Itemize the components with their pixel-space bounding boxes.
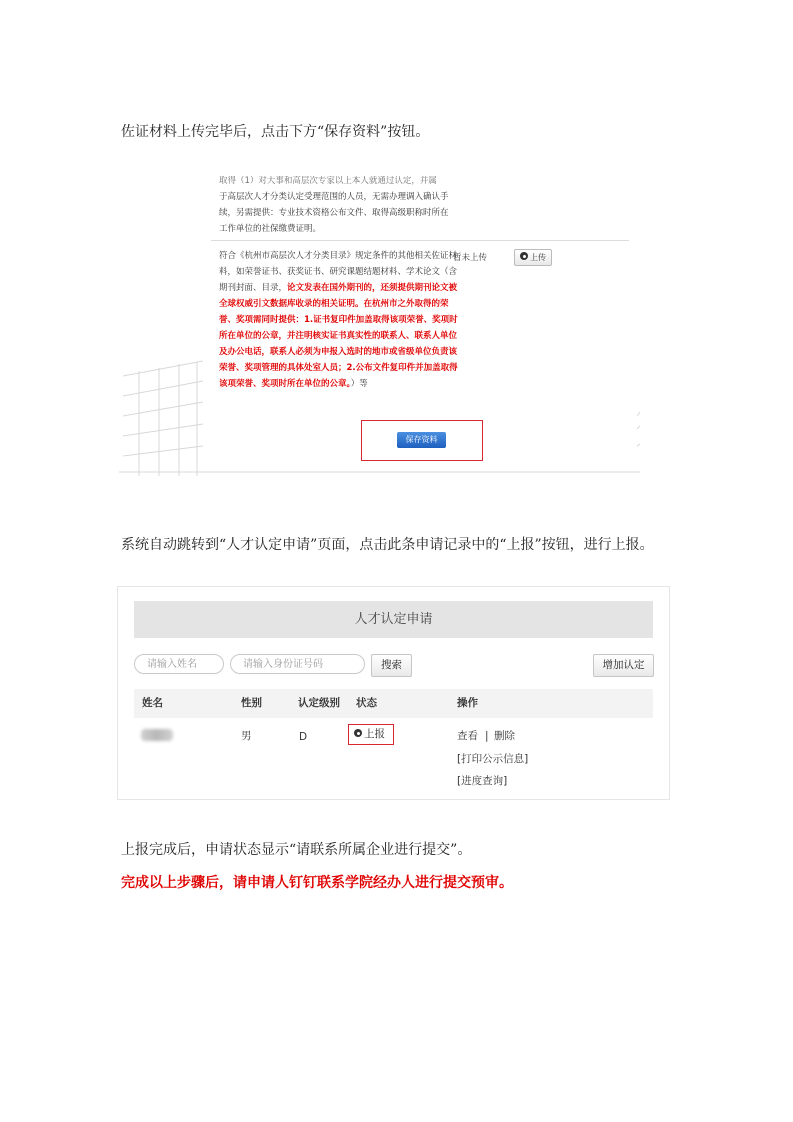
column-header-level: 认定级别 <box>298 697 340 709</box>
page-title: 人才认定申请 <box>134 601 653 638</box>
table-header <box>134 689 653 718</box>
redacted-name <box>141 729 173 741</box>
save-materials-screenshot <box>119 176 640 478</box>
id-number-search-input[interactable]: 请输入身份证号码 <box>230 654 365 674</box>
name-search-input[interactable]: 请输入姓名 <box>134 654 224 674</box>
level-cell: D <box>299 731 308 743</box>
report-icon <box>354 729 362 737</box>
column-header-actions: 操作 <box>457 697 478 709</box>
save-materials-button[interactable]: 保存资料 <box>397 432 446 448</box>
instruction-paragraph-3: 上报完成后，申请状态显示“请联系所属企业进行提交”。 <box>121 842 472 858</box>
requirement-normal-text: 符合《杭州市高层次人才分类目录》规定条件的其他相关佐证材料，如荣誉证书、获奖证书、研究课题结题材料、学术论文（含期刊封面、目录， <box>219 251 458 293</box>
requirement-red-text: 论文发表在国外期刊的，还须提供期刊论文被全球权威引文数据库收录的相关证明。在杭州市之外取得的荣誉、奖项需同时提供：1.证书复印件加盖取得该项荣誉、奖项时所在单位的公章，并注明核实证书真实性的联系人、联系人单位及办公电话，联系人必须为申报入选时的地市或省级单位负责该荣誉、奖项管理的具体处室人员；2.公布文件复印件并加盖取得该项荣誉、奖项时所在单位的公章。 <box>219 283 458 389</box>
requirement-normal-text-end: ）等 <box>350 379 368 389</box>
view-link[interactable]: 查看 <box>457 730 478 742</box>
column-header-name: 姓名 <box>142 697 163 709</box>
requirement-text-body <box>219 248 464 392</box>
upload-button[interactable] <box>514 249 552 266</box>
requirement-line: 于高层次人才分类认定受理范围的人员，无需办理调入确认手 <box>219 192 449 202</box>
row-divider <box>211 240 629 241</box>
gender-cell: 男 <box>241 730 252 742</box>
search-button[interactable]: 搜索 <box>371 654 412 677</box>
upload-button-label: 上传 <box>530 253 546 262</box>
column-header-status: 状态 <box>356 697 377 709</box>
print-notice-link[interactable]: [打印公示信息] <box>457 753 529 765</box>
requirement-line: 工作单位的社保缴费证明。 <box>219 224 322 234</box>
instruction-paragraph-2: 系统自动跳转到“人才认定申请”页面，点击此条申请记录中的“上报”按钮，进行上报。 <box>121 537 654 553</box>
instruction-paragraph-4-highlight: 完成以上步骤后，请申请人钉钉联系学院经办人进行提交预审。 <box>121 875 513 891</box>
add-application-button[interactable]: 增加认定 <box>593 654 654 677</box>
requirement-line: 取得（1）对大事和高层次专家以上本人就通过认定，并属 <box>219 176 437 186</box>
talent-application-screenshot <box>117 586 670 800</box>
upload-status: 暂未上传 <box>453 253 488 263</box>
report-button-label: 上报 <box>364 728 385 740</box>
instruction-paragraph-1: 佐证材料上传完毕后，点击下方“保存资料”按钮。 <box>121 124 430 140</box>
upload-icon <box>520 252 528 260</box>
requirement-line: 续，另需提供：专业技术资格公布文件、取得高级职称时所在 <box>219 208 449 218</box>
progress-query-link[interactable]: [进度查询] <box>457 775 508 787</box>
action-separator: | <box>485 730 489 742</box>
report-button[interactable] <box>354 727 385 742</box>
delete-link[interactable]: 删除 <box>494 730 515 742</box>
column-header-gender: 性别 <box>241 697 262 709</box>
requirement-text-top <box>219 176 464 237</box>
